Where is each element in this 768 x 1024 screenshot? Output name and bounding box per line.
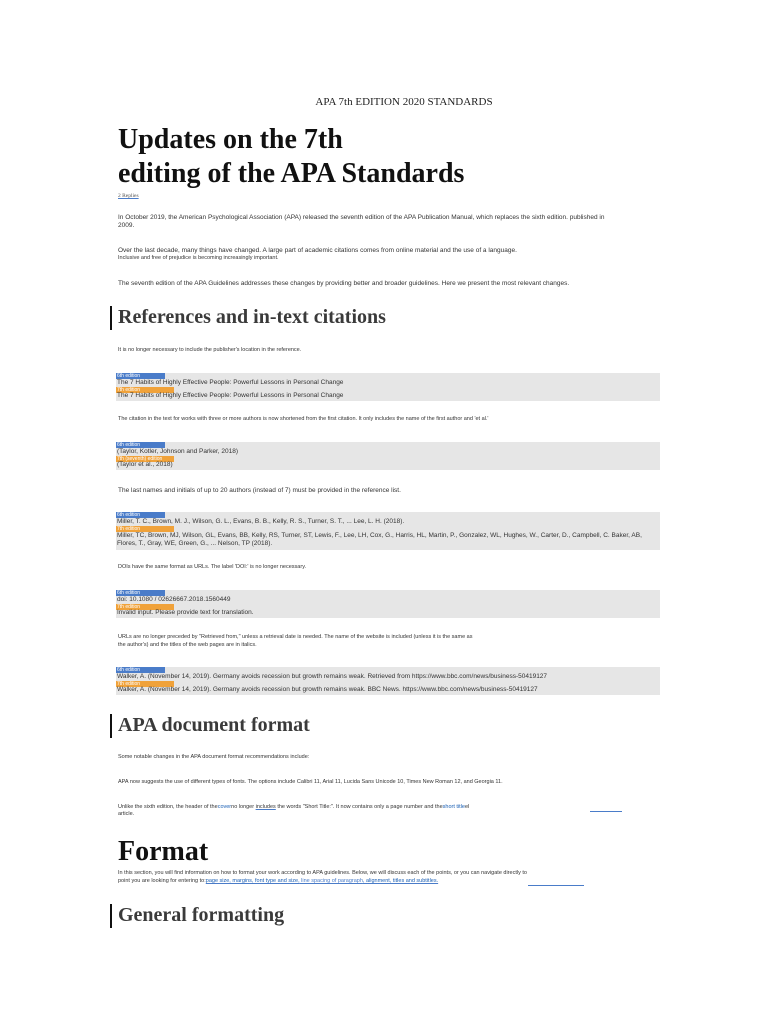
document-header: APA 7th EDITION 2020 STANDARDS — [315, 96, 493, 108]
refs-paragraph-5a: URLs are no longer preceded by "Retrieved from," unless a retrieval date is needed. The name of the website is included (unless it is the same as — [118, 634, 473, 640]
edition-tag-6th: 6th edition — [116, 667, 165, 673]
edition-tag-6th: 6th edition — [116, 512, 165, 518]
edition-tag-7th: 7th edition — [116, 681, 174, 687]
page-title-line1: Updates on the 7th — [118, 124, 343, 155]
refs-paragraph-1: It is no longer necessary to include the publisher's location in the reference. — [118, 347, 302, 353]
section-heading-references: References and in-text citations — [118, 306, 386, 328]
format-intro-line1: In this section, you will find information on how to format your work according to APA guidelines. Below, we will discuss each of the points, or you can navigate directly to — [118, 870, 527, 876]
example-6th: Miller, T. C., Brown, M. J., Wilson, G. L., Evans, B. B., Kelly, R. S., Turner, S. T., ... Lee, L. H. (2018). — [117, 518, 405, 525]
comparison-box-1 — [116, 373, 660, 401]
section-bar — [110, 306, 112, 330]
replies-link[interactable]: 2 Replies — [118, 193, 139, 199]
example-7th: Invalid input. Please provide text for translation. — [117, 609, 254, 616]
intro-paragraph-1: In October 2019, the American Psychological Association (APA) released the seventh edition of the APA Publication Manual, which replaces the sixth edition. published in 2009. — [118, 214, 605, 229]
example-6th: The 7 Habits of Highly Effective People: Powerful Lessons in Personal Change — [117, 379, 344, 386]
example-7th: (Taylor et al., 2018) — [117, 461, 173, 468]
format-intro-text: point you are looking for entering to: — [118, 878, 206, 884]
alignment-link[interactable]: , alignment, titles and subtitles. — [362, 878, 439, 884]
format-intro-line2 — [118, 878, 438, 885]
comparison-box-3 — [116, 512, 660, 550]
example-7th: Miller, TC, Brown, MJ, Wilson, GL, Evans, BB, Kelly, RS, Turner, ST, Lewis, F., Lee, LH, Cox, G., Harris, HL, Martin, P., Gonzalez, WL, Hughes, W., Carter, D., Campbell, C. Baker, AB, Flores, T., Gray, WE, Green, G., ... Nelson, TP (2018). — [117, 532, 642, 547]
edition-tag-7th: 7th edition — [116, 387, 174, 393]
format-paragraph-3-end: article. — [118, 811, 135, 817]
edition-tag-7th: 7th (seventh) edition — [116, 456, 174, 462]
refs-paragraph-2: The citation in the text for works with three or more authors is now shortened from the first citation. It only includes the name of the first author and 'et al.' — [118, 416, 489, 422]
edition-tag-6th: 6th edition — [116, 442, 165, 448]
edition-tag-6th: 6th edition — [116, 373, 165, 379]
comparison-box-5 — [116, 667, 660, 695]
format-paragraph-1: Some notable changes in the APA document format recommendations include: — [118, 754, 310, 760]
section-bar — [110, 714, 112, 738]
intro-paragraph-2: Over the last decade, many things have changed. A large part of academic citations comes from online material and the use of a language. — [118, 247, 517, 254]
link-underline[interactable] — [590, 811, 622, 812]
includes-link[interactable]: includes — [255, 804, 276, 810]
intro-paragraph-3: The seventh edition of the APA Guidelines addresses these changes by providing better and broader guidelines. Here we present the most relevant changes. — [118, 280, 570, 287]
format-p3-text-d: el — [465, 804, 470, 810]
comparison-box-4 — [116, 590, 660, 618]
comparison-box-2 — [116, 442, 660, 470]
example-6th: (Taylor, Kotler, Johnson and Parker, 2018) — [117, 448, 239, 455]
example-6th: Walker, A. (November 14, 2019). Germany avoids recession but growth remains weak. Retrieved from https://www.bbc.com/news/business-50419127 — [117, 673, 548, 680]
section-heading-document-format: APA document format — [118, 714, 310, 736]
short-title-link[interactable]: short title — [442, 804, 465, 810]
intro-paragraph-2b: Inclusive and free of prejudice is becoming increasingly important. — [118, 255, 279, 261]
format-paragraph-3 — [118, 804, 469, 811]
page-size-link[interactable]: page size, margins, font type and size, — [205, 878, 300, 884]
format-p3-text-a: Unlike the sixth edition, the header of the — [118, 804, 218, 810]
refs-paragraph-4: DOIs have the same format as URLs. The label 'DOI:' is no longer necessary. — [118, 564, 307, 570]
format-p3-text-b: no longer — [231, 804, 256, 810]
cover-link[interactable]: cover — [217, 804, 232, 810]
section-heading-general-formatting: General formatting — [118, 904, 285, 926]
edition-tag-7th: 7th edition — [116, 526, 174, 532]
link-underline[interactable] — [528, 885, 584, 886]
refs-paragraph-3: The last names and initials of up to 20 authors (instead of 7) must be provided in the reference list. — [118, 487, 401, 494]
edition-tag-7th: 7th edition — [116, 604, 174, 610]
example-6th: doi: 10.1080 / 02626667.2018.1560449 — [117, 596, 231, 603]
example-7th: The 7 Habits of Highly Effective People: Powerful Lessons in Personal Change — [117, 392, 344, 399]
page-title-line2: editing of the APA Standards — [118, 158, 465, 189]
refs-paragraph-5b: the author's) and the titles of the web pages are in italics. — [118, 642, 257, 648]
format-title: Format — [118, 836, 209, 867]
format-p3-text-c: the words "Short Title:". It now contains only a page number and the — [275, 804, 443, 810]
format-paragraph-2: APA now suggests the use of different types of fonts. The options include Calibri 11, Arial 11, Lucida Sans Unicode 10, Times New Roman 12, and Georgia 11. — [118, 779, 503, 785]
section-bar — [110, 904, 112, 928]
line-spacing-link[interactable]: line spacing of paragraph — [299, 878, 363, 884]
example-7th: Walker, A. (November 14, 2019). Germany avoids recession but growth remains weak. BBC News. https://www.bbc.com/news/business-50419127 — [117, 686, 538, 693]
edition-tag-6th: 6th edition — [116, 590, 165, 596]
